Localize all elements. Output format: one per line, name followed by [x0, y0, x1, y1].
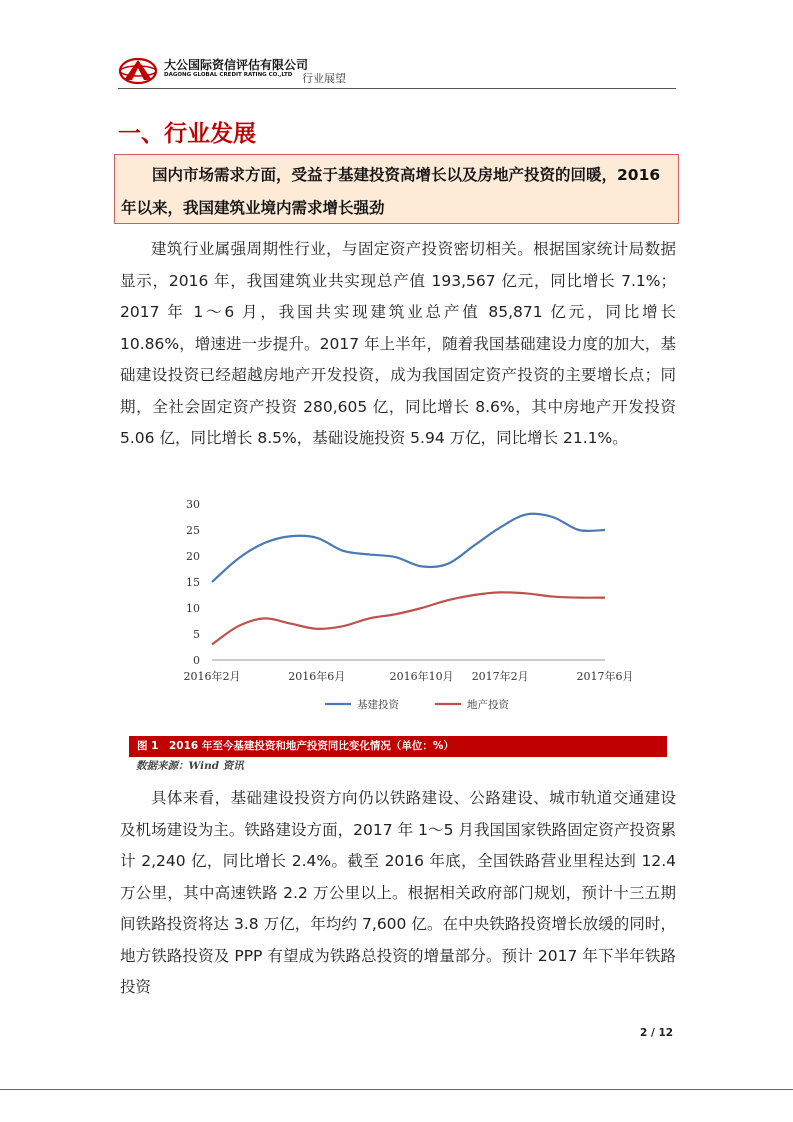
- data-source-note: 数据来源：Wind 资讯: [136, 760, 244, 772]
- key-finding-text: 国内市场需求方面，受益于基建投资高增长以及房地产投资的回暖，2016年以来，我国建筑业境内需求增长强劲: [121, 166, 661, 217]
- legend-label: 基建投资: [357, 699, 399, 711]
- legend-label: 地产投资: [467, 699, 509, 711]
- report-type-label: 行业展望: [302, 72, 346, 85]
- y-tick-label: 5: [193, 628, 200, 641]
- y-tick-label: 30: [186, 498, 200, 511]
- investment-growth-chart: [150, 494, 670, 724]
- y-tick-label: 0: [193, 654, 200, 667]
- page-number: 2 / 12: [640, 1027, 674, 1039]
- x-tick-label: 2016年10月: [389, 670, 454, 683]
- series-line-infrastructure: [212, 514, 605, 582]
- y-tick-label: 15: [186, 576, 200, 589]
- chart-svg: [150, 494, 670, 724]
- series-line-real-estate: [212, 592, 605, 644]
- x-tick-label: 2017年2月: [471, 670, 529, 683]
- company-name-cn: 大公国际资信评估有限公司: [164, 58, 309, 72]
- x-tick-label: 2016年6月: [288, 670, 346, 683]
- dagong-logo-icon: [118, 56, 162, 86]
- section-title: 一、行业发展: [118, 121, 256, 147]
- body-paragraph-1: 建筑行业属强周期性行业，与固定资产投资密切相关。根据国家统计局数据显示，2016 年，我国建筑业共实现总产值 193,567 亿元，同比增长 7.1%；2017 年 1～6 月，我国共实现建筑业总产值 85,871 亿元，同比增长 10.86%，增速进一步提升。2017 年上半年，随着我国基础建设力度的加大，基础建设投资已经超越房地产开发投资，成为我国固定资产投资的主要增长点；同期，全社会固定资产投资 280,605 亿，同比增长 8.6%，其中房地产开发投资 5.06 亿，同比增长 8.5%，基础设施投资 5.94 万亿，同比增长 21.1%。: [120, 240, 676, 447]
- y-tick-label: 20: [186, 550, 200, 563]
- y-tick-label: 25: [186, 524, 200, 537]
- x-tick-label: 2017年6月: [576, 670, 634, 683]
- body-paragraph-2: 具体来看，基础建设投资方向仍以铁路建设、公路建设、城市轨道交通建设及机场建设为主。铁路建设方面，2017 年 1～5 月我国国家铁路固定资产投资累计 2,240 亿，同比增长 2.4%。截至 2016 年底，全国铁路营业里程达到 12.4 万公里，其中高速铁路 2.2 万公里以上。根据相关政府部门规划，预计十三五期间铁路投资将达 3.8 万亿，年均约 7,600 亿。在中央铁路投资增长放缓的同时，地方铁路投资及 PPP 有望成为铁路总投资的增量部分。预计 2017 年下半年铁路投资: [120, 789, 676, 996]
- company-name-en: DAGONG GLOBAL CREDIT RATING CO.,LTD: [164, 72, 293, 78]
- key-finding-box: [114, 154, 679, 224]
- y-tick-label: 10: [186, 602, 200, 615]
- x-tick-label: 2016年2月: [183, 670, 241, 683]
- header-divider: [118, 88, 676, 89]
- figure-caption: 图 1 2016 年至今基建投资和地产投资同比变化情况（单位：%）: [129, 736, 667, 757]
- page-header: [118, 52, 678, 88]
- footer-divider: [0, 1089, 793, 1090]
